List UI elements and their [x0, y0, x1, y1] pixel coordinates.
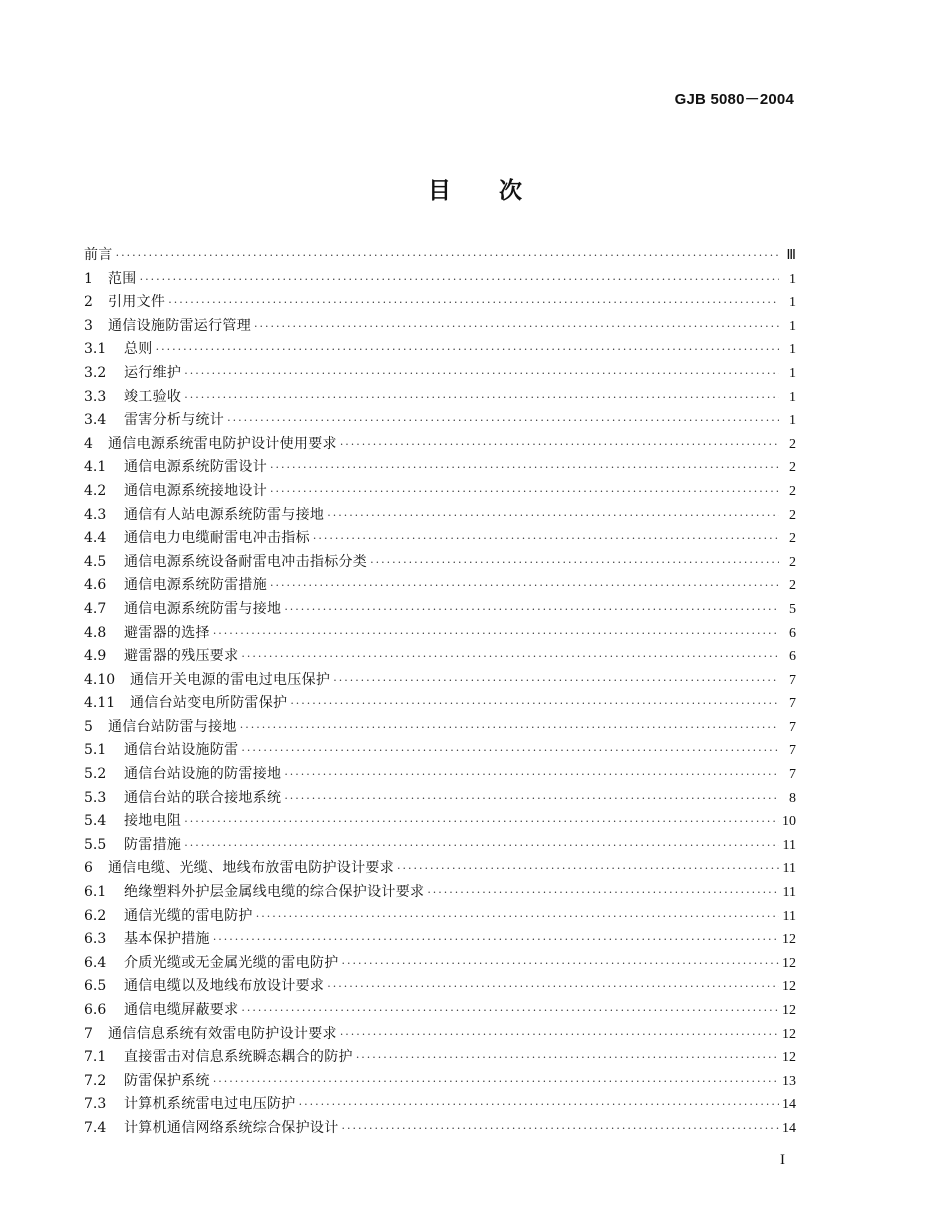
toc-entry-number: 3.4	[84, 412, 107, 429]
toc-entry-number: 6.4	[84, 954, 107, 971]
toc-entry-page: 1	[789, 389, 796, 405]
toc-entry-page: 2	[789, 460, 796, 476]
table-of-contents	[84, 244, 796, 1141]
toc-dot-leader	[356, 1046, 779, 1070]
toc-entry[interactable]	[84, 504, 796, 528]
toc-dot-leader	[284, 787, 779, 811]
toc-dot-leader	[213, 1070, 779, 1094]
toc-dot-leader	[240, 716, 779, 740]
toc-entry-number: 4.2	[84, 482, 107, 499]
toc-dot-leader	[184, 386, 779, 410]
toc-entry-number: 5	[84, 718, 93, 735]
toc-entry-title: 运行维护	[124, 364, 182, 381]
toc-entry-page: 12	[782, 955, 796, 971]
toc-entry[interactable]	[84, 1117, 796, 1141]
toc-entry-number: 6.5	[84, 978, 107, 995]
toc-entry[interactable]	[84, 645, 796, 669]
toc-entry-title: 通信电源系统防雷与接地	[124, 600, 282, 617]
toc-entry[interactable]	[84, 433, 796, 457]
toc-entry-number: 4.7	[84, 600, 107, 617]
toc-entry-page: 14	[782, 1097, 796, 1113]
toc-entry[interactable]	[84, 905, 796, 929]
toc-dot-leader	[333, 669, 779, 693]
toc-dot-leader	[340, 433, 779, 457]
toc-entry-page: 1	[789, 295, 796, 311]
toc-entry-page: 12	[782, 932, 796, 948]
document-code: GJB 5080－2004	[674, 91, 794, 108]
toc-entry-title: 通信电源系统雷电防护设计使用要求	[108, 435, 337, 452]
toc-entry-number: 4.10	[84, 671, 116, 688]
toc-entry-number: 6.1	[84, 884, 107, 901]
toc-entry-number: 6.3	[84, 931, 107, 948]
toc-dot-leader	[241, 739, 779, 763]
toc-dot-leader	[327, 504, 779, 528]
toc-entry-number: 4.5	[84, 553, 107, 570]
toc-dot-leader	[184, 810, 779, 834]
toc-dot-leader	[270, 574, 779, 598]
toc-entry[interactable]	[84, 716, 796, 740]
toc-entry-page: 1	[789, 318, 796, 334]
toc-entry-page: 12	[782, 979, 796, 995]
toc-dot-leader	[270, 480, 779, 504]
toc-dot-leader	[290, 692, 779, 716]
toc-entry[interactable]	[84, 291, 796, 315]
toc-entry-title: 防雷保护系统	[124, 1072, 210, 1089]
toc-entry-number: 4.6	[84, 577, 107, 594]
toc-entry-title: 通信设施防雷运行管理	[108, 317, 251, 334]
toc-dot-leader	[397, 857, 779, 881]
toc-entry[interactable]	[84, 999, 796, 1023]
toc-entry[interactable]	[84, 787, 796, 811]
toc-entry-title: 通信电缆、光缆、地线布放雷电防护设计要求	[108, 860, 394, 877]
toc-entry-title: 雷害分析与统计	[124, 412, 225, 429]
toc-entry[interactable]	[84, 386, 796, 410]
toc-dot-leader	[213, 622, 779, 646]
toc-entry-title: 介质光缆或无金属光缆的雷电防护	[124, 954, 339, 971]
toc-dot-leader	[156, 338, 779, 362]
page-title: 目次	[428, 177, 570, 204]
toc-entry-number: 4.3	[84, 506, 107, 523]
toc-entry-page: 11	[782, 861, 796, 877]
toc-entry[interactable]	[84, 527, 796, 551]
toc-entry-title: 通信电源系统防雷措施	[124, 577, 267, 594]
toc-entry-number: 6.6	[84, 1002, 107, 1018]
toc-entry-title: 通信电源系统设备耐雷电冲击指标分类	[124, 553, 368, 570]
toc-entry-number: 7.3	[84, 1096, 107, 1113]
toc-entry-number: 5.4	[84, 813, 107, 830]
toc-entry[interactable]	[84, 739, 796, 763]
toc-dot-leader	[270, 456, 779, 480]
toc-entry[interactable]	[84, 480, 796, 504]
toc-entry-page: 12	[782, 1026, 796, 1042]
toc-entry[interactable]	[84, 409, 796, 433]
toc-dot-leader	[256, 905, 779, 929]
toc-entry-page: 2	[789, 554, 796, 570]
toc-entry[interactable]	[84, 622, 796, 646]
toc-entry[interactable]	[84, 362, 796, 386]
toc-dot-leader	[254, 315, 779, 339]
toc-entry[interactable]	[84, 928, 796, 952]
toc-entry[interactable]	[84, 244, 796, 268]
toc-dot-leader	[427, 881, 779, 905]
toc-entry-page: 12	[782, 1003, 796, 1018]
toc-entry-page: 8	[789, 790, 796, 806]
toc-entry-title: 范围	[108, 270, 137, 287]
toc-dot-leader	[227, 409, 779, 433]
toc-entry-title: 总则	[124, 341, 153, 358]
toc-entry-number: 4.9	[84, 648, 107, 665]
toc-entry-title: 通信台站变电所防雷保护	[130, 695, 288, 712]
toc-entry-number: 1	[84, 270, 93, 287]
toc-entry-number: 3.1	[84, 341, 107, 358]
toc-entry-title: 通信台站防雷与接地	[108, 718, 237, 735]
toc-entry-number: 5.1	[84, 742, 107, 759]
toc-entry-page: 13	[782, 1073, 796, 1089]
toc-dot-leader	[140, 268, 779, 292]
toc-entry-title: 通信电源系统防雷设计	[124, 459, 267, 476]
toc-dot-leader	[327, 975, 779, 999]
toc-entry-page: 12	[782, 1050, 796, 1066]
toc-entry-title: 前言	[84, 247, 113, 263]
toc-entry-number: 7	[84, 1025, 93, 1042]
toc-entry[interactable]	[84, 551, 796, 575]
toc-entry-number: 5.5	[84, 836, 107, 853]
toc-entry-page: 2	[789, 483, 796, 499]
toc-entry-number: 5.3	[84, 789, 107, 806]
toc-entry[interactable]	[84, 810, 796, 834]
toc-entry-number: 4.11	[84, 695, 116, 712]
toc-dot-leader	[284, 763, 779, 787]
toc-entry[interactable]	[84, 456, 796, 480]
toc-entry-number: 4.4	[84, 530, 107, 547]
toc-entry-page: 7	[789, 719, 796, 735]
toc-entry-title: 通信信息系统有效雷电防护设计要求	[108, 1025, 337, 1042]
toc-entry-number: 3.3	[84, 388, 107, 405]
toc-entry-page: 2	[789, 436, 796, 452]
toc-entry-number: 6.2	[84, 907, 107, 924]
toc-dot-leader	[213, 928, 779, 952]
toc-entry-number: 7.2	[84, 1072, 107, 1089]
toc-entry[interactable]	[84, 574, 796, 598]
toc-entry-page: 7	[789, 743, 796, 759]
toc-entry[interactable]	[84, 669, 796, 693]
toc-entry-title: 绝缘塑料外护层金属线电缆的综合保护设计要求	[124, 884, 425, 901]
toc-entry-title: 通信台站的联合接地系统	[124, 789, 282, 806]
toc-entry-title: 直接雷击对信息系统瞬态耦合的防护	[124, 1049, 353, 1066]
toc-entry-number: 4.8	[84, 624, 107, 641]
toc-entry-title: 通信电力电缆耐雷电冲击指标	[124, 530, 310, 547]
toc-entry-number: 3	[84, 317, 93, 334]
toc-entry[interactable]	[84, 338, 796, 362]
toc-entry[interactable]	[84, 315, 796, 339]
toc-entry-title: 通信光缆的雷电防护	[124, 907, 253, 924]
toc-entry-number: 4	[84, 435, 93, 452]
toc-entry[interactable]	[84, 952, 796, 976]
toc-entry-title: 基本保护措施	[124, 931, 210, 948]
toc-entry[interactable]	[84, 1046, 796, 1070]
toc-entry-title: 计算机系统雷电过电压防护	[124, 1096, 296, 1113]
toc-entry-page: 7	[789, 767, 796, 783]
footer-page-number: I	[780, 1152, 785, 1168]
toc-entry-number: 5.2	[84, 766, 107, 783]
toc-dot-leader	[284, 598, 779, 622]
toc-entry-page: 7	[789, 672, 796, 688]
toc-dot-leader	[116, 244, 779, 268]
toc-dot-leader	[370, 551, 779, 575]
toc-entry-page: 6	[789, 625, 796, 641]
toc-dot-leader	[184, 362, 779, 386]
toc-entry-title: 计算机通信网络系统综合保护设计	[124, 1119, 339, 1136]
toc-entry-page: 10	[782, 814, 796, 830]
toc-entry-title: 接地电阻	[124, 813, 182, 830]
toc-entry-page: 1	[789, 271, 796, 287]
toc-dot-leader	[313, 527, 779, 551]
toc-entry-page: 2	[789, 507, 796, 523]
toc-dot-leader	[168, 291, 779, 315]
toc-entry-title: 通信电缆屏蔽要求	[124, 1002, 239, 1018]
toc-entry-page: 11	[782, 908, 796, 924]
toc-dot-leader	[184, 834, 779, 858]
toc-entry-page: 1	[789, 413, 796, 429]
toc-entry-number: 6	[84, 860, 93, 877]
toc-entry-number: 7.4	[84, 1119, 107, 1136]
toc-entry[interactable]	[84, 692, 796, 716]
toc-entry-title: 通信有人站电源系统防雷与接地	[124, 506, 325, 523]
toc-entry-page: 5	[789, 601, 796, 617]
toc-dot-leader	[340, 1023, 779, 1047]
toc-entry-page: 1	[789, 365, 796, 381]
toc-entry-page: 7	[789, 696, 796, 712]
toc-entry[interactable]	[84, 1093, 796, 1117]
toc-entry[interactable]	[84, 881, 796, 905]
toc-entry-title: 通信电缆以及地线布放设计要求	[124, 978, 325, 995]
toc-entry-page: 14	[782, 1120, 796, 1136]
toc-entry-number: 2	[84, 294, 93, 311]
toc-entry[interactable]	[84, 598, 796, 622]
toc-entry-number: 7.1	[84, 1049, 107, 1066]
toc-entry-number: 3.2	[84, 364, 107, 381]
toc-entry-number: 4.1	[84, 459, 107, 476]
toc-entry-page: 1	[789, 342, 796, 358]
toc-entry-title: 竣工验收	[124, 388, 182, 405]
toc-entry[interactable]	[84, 857, 796, 881]
toc-entry[interactable]	[84, 1023, 796, 1047]
toc-entry-title: 通信台站设施防雷	[124, 742, 239, 759]
toc-entry-page: 6	[789, 649, 796, 665]
toc-dot-leader	[342, 1117, 780, 1141]
toc-entry-title: 避雷器的选择	[124, 624, 210, 641]
toc-entry[interactable]	[84, 268, 796, 292]
toc-entry-page: 11	[782, 837, 796, 853]
toc-entry-page: 2	[789, 531, 796, 547]
toc-entry-title: 防雷措施	[124, 836, 182, 853]
toc-dot-leader	[241, 645, 779, 669]
toc-entry[interactable]	[84, 1070, 796, 1094]
toc-entry-title: 引用文件	[108, 294, 166, 311]
toc-entry[interactable]	[84, 975, 796, 999]
toc-entry-page: Ⅲ	[786, 248, 796, 263]
toc-dot-leader	[342, 952, 780, 976]
toc-entry[interactable]	[84, 763, 796, 787]
toc-dot-leader	[241, 999, 779, 1023]
toc-entry-title: 通信开关电源的雷电过电压保护	[130, 671, 331, 688]
toc-entry-title: 通信电源系统接地设计	[124, 482, 267, 499]
toc-dot-leader	[299, 1093, 779, 1117]
toc-entry-title: 避雷器的残压要求	[124, 648, 239, 665]
toc-entry[interactable]	[84, 834, 796, 858]
toc-entry-page: 11	[782, 885, 796, 901]
toc-entry-title: 通信台站设施的防雷接地	[124, 766, 282, 783]
toc-entry-page: 2	[789, 578, 796, 594]
